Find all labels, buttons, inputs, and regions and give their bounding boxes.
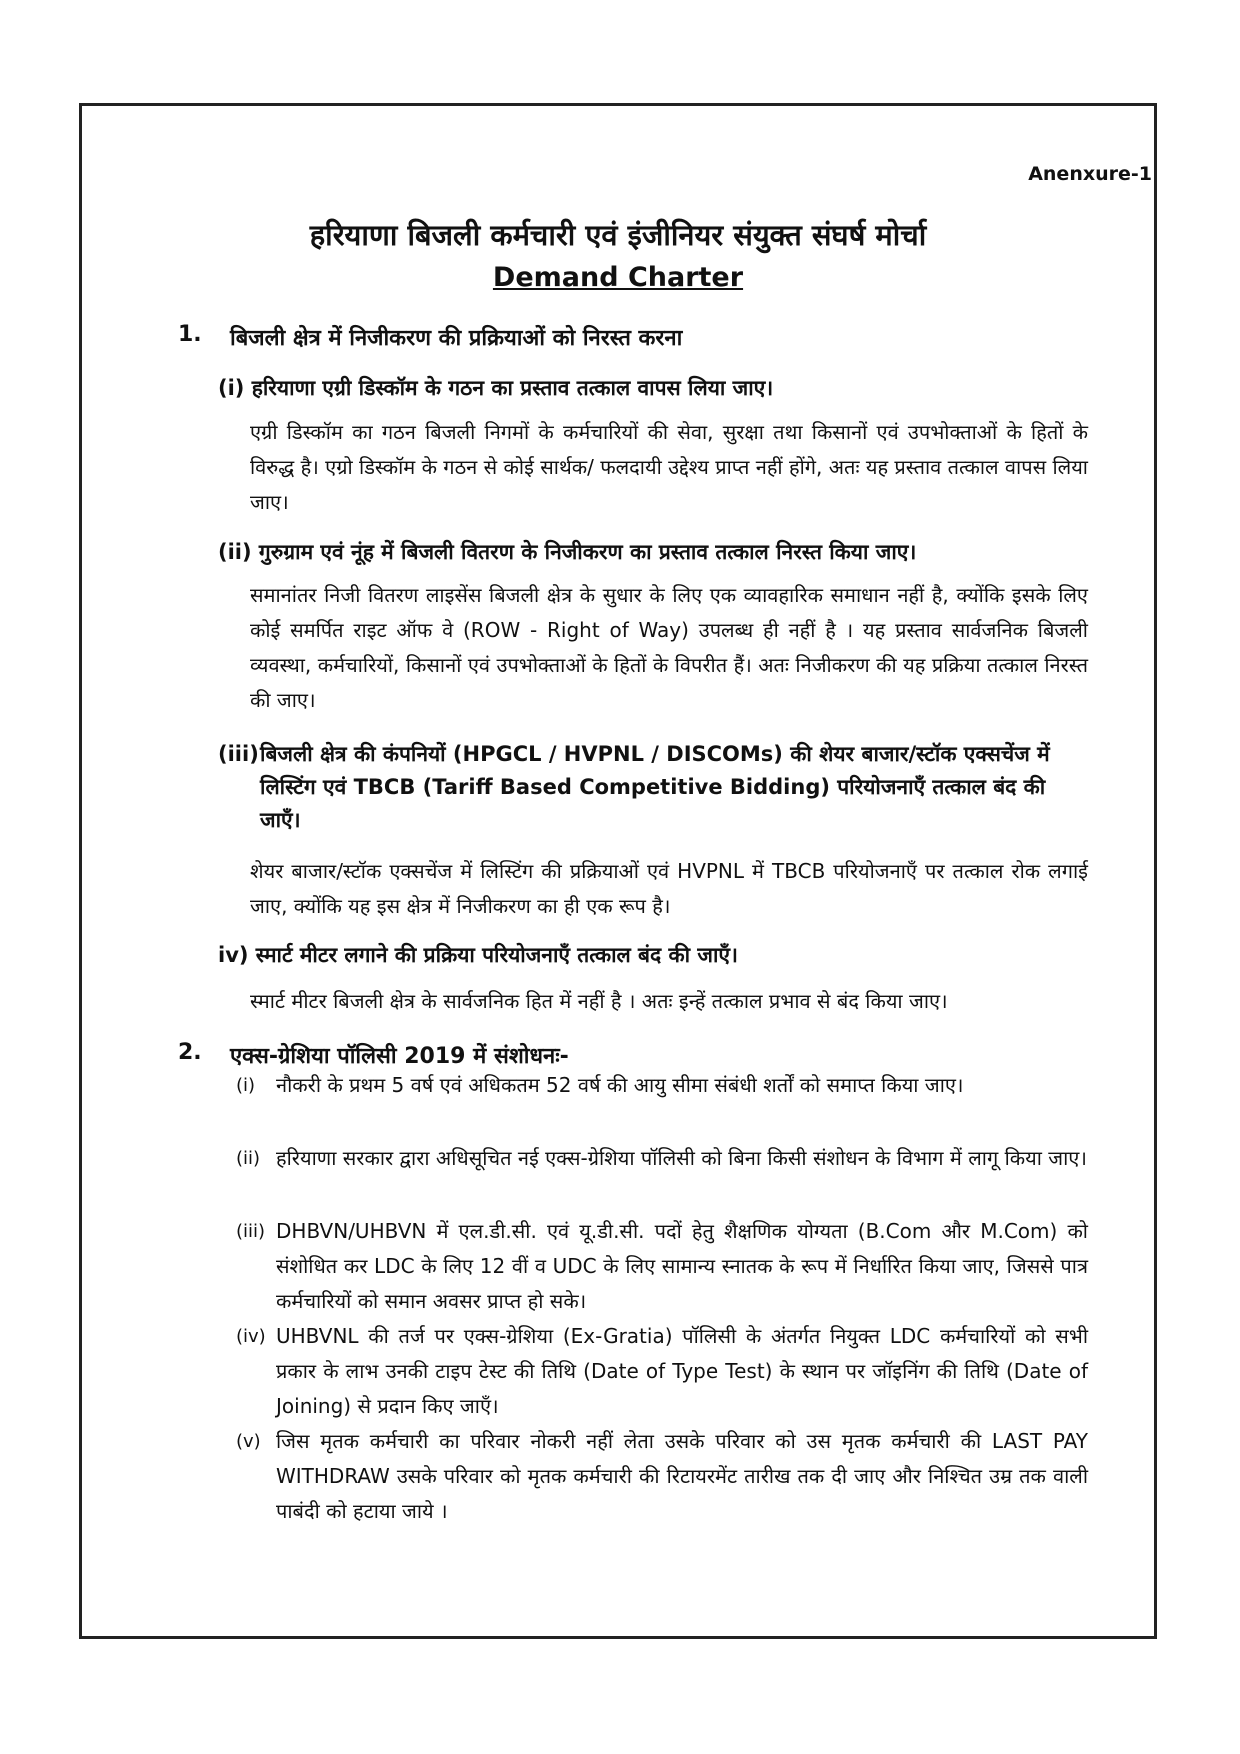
item-label: (ii) (236, 1148, 261, 1169)
item-body: UHBVNL की तर्ज पर एक्स-ग्रेशिया (Ex-Gratia) पॉलिसी के अंतर्गत नियुक्त LDC कर्मचारियों को सभी प्रकार के लाभ उनकी टाइप टेस्ट की तिथि (Date of Type Test) के स्थान पर जॉइनिंग की तिथि (Date of Joining) से प्रदान किए जाएँ। (276, 1324, 1088, 1418)
annexure-label: Anenxure-1 (1028, 163, 1152, 185)
list-item (236, 1424, 1088, 1529)
item-1-iv-heading: iv) स्मार्ट मीटर लगाने की प्रक्रिया परियोजनाएँ तत्काल बंद की जाएँ। (218, 943, 738, 967)
section-title: एक्स-ग्रेशिया पॉलिसी 2019 में संशोधनः- (230, 1044, 569, 1069)
list-item (236, 1214, 1088, 1319)
item-label: (iii) (218, 742, 259, 766)
section-number: 1. (178, 322, 202, 347)
list-item (236, 1141, 1088, 1176)
document-title: हरियाणा बिजली कर्मचारी एवं इंजीनियर संयुक्त संघर्ष मोर्चा (309, 218, 927, 252)
list-item (236, 1319, 1088, 1424)
item-label: (v) (236, 1431, 261, 1452)
item-1-i-body: एग्री डिस्कॉम का गठन बिजली निगमों के कर्मचारियों की सेवा, सुरक्षा तथा किसानों एवं उपभोक्ताओं के हितों के विरुद्ध है। एग्रो डिस्कॉम के गठन से कोई सार्थक/ फलदायी उद्देश्य प्राप्त नहीं होंगे, अतः यह प्रस्ताव तत्काल वापस लिया जाए। (250, 420, 1088, 514)
item-1-i-heading: (i) हरियाणा एग्री डिस्कॉम के गठन का प्रस्ताव तत्काल वापस लिया जाए। (218, 376, 774, 400)
item-body: DHBVN/UHBVN में एल.डी.सी. एवं यू.डी.सी. पदों हेतु शैक्षणिक योग्यता (B.Com और M.Com) को संशोधित कर LDC के लिए 12 वीं व UDC के लिए सामान्य स्नातक के रूप में निर्धारित किया जाए, जिससे पात्र कर्मचारियों को समान अवसर प्राप्त हो सके। (276, 1219, 1088, 1313)
list-item (236, 1068, 1088, 1103)
section-title: बिजली क्षेत्र में निजीकरण की प्रक्रियाओं को निरस्त करना (230, 326, 683, 351)
item-1-iii-body: शेयर बाजार/स्टॉक एक्सचेंज में लिस्टिंग की प्रक्रियाओं एवं HVPNL में TBCB परियोजनाएँ पर तत्काल रोक लगाई जाए, क्योंकि यह इस क्षेत्र में निजीकरण का ही एक रूप है। (250, 859, 1088, 918)
item-heading-text: बिजली क्षेत्र की कंपनियों (HPGCL / HVPNL / DISCOMs) की शेयर बाजार/स्टॉक एक्सचेंज में लिस्टिंग एवं TBCB (Tariff Based Competitive Bidding) परियोजनाएँ तत्काल बंद की जाएँ। (260, 742, 1050, 832)
item-1-ii-heading: (ii) गुरुग्राम एवं नूंह में बिजली वितरण के निजीकरण का प्रस्ताव तत्काल निरस्त किया जाए। (218, 540, 917, 564)
item-label: (iii) (236, 1221, 266, 1242)
document-subtitle: Demand Charter (492, 262, 744, 293)
item-body: जिस मृतक कर्मचारी का परिवार नोकरी नहीं लेता उसके परिवार को उस मृतक कर्मचारी की LAST PAY WITHDRAW उसके परिवार को मृतक कर्मचारी की रिटायरमेंट तारीख तक दी जाए और निश्चित उम्र तक वाली पाबंदी को हटाया जाये । (276, 1429, 1088, 1523)
item-1-iv-body: स्मार्ट मीटर बिजली क्षेत्र के सार्वजनिक हित में नहीं है । अतः इन्हें तत्काल प्रभाव से बंद किया जाए। (250, 989, 948, 1013)
item-1-iii-heading (218, 738, 1088, 837)
section-number: 2. (178, 1040, 202, 1065)
item-body: नौकरी के प्रथम 5 वर्ष एवं अधिकतम 52 वर्ष की आयु सीमा संबंधी शर्तों को समाप्त किया जाए। (276, 1073, 964, 1097)
item-label: (iv) (236, 1326, 266, 1347)
item-label: (i) (236, 1075, 256, 1096)
item-body: हरियाणा सरकार द्वारा अधिसूचित नई एक्स-ग्रेशिया पॉलिसी को बिना किसी संशोधन के विभाग में लागू किया जाए। (276, 1146, 1087, 1170)
item-1-ii-body: समानांतर निजी वितरण लाइसेंस बिजली क्षेत्र के सुधार के लिए एक व्यावहारिक समाधान नहीं है, क्योंकि इसके लिए कोई समर्पित राइट ऑफ वे (ROW - Right of Way) उपलब्ध ही नहीं है । यह प्रस्ताव सार्वजनिक बिजली व्यवस्था, कर्मचारियों, किसानों एवं उपभोक्ताओं के हितों के विपरीत हैं। अतः निजीकरण की यह प्रक्रिया तत्काल निरस्त की जाए। (250, 583, 1088, 712)
